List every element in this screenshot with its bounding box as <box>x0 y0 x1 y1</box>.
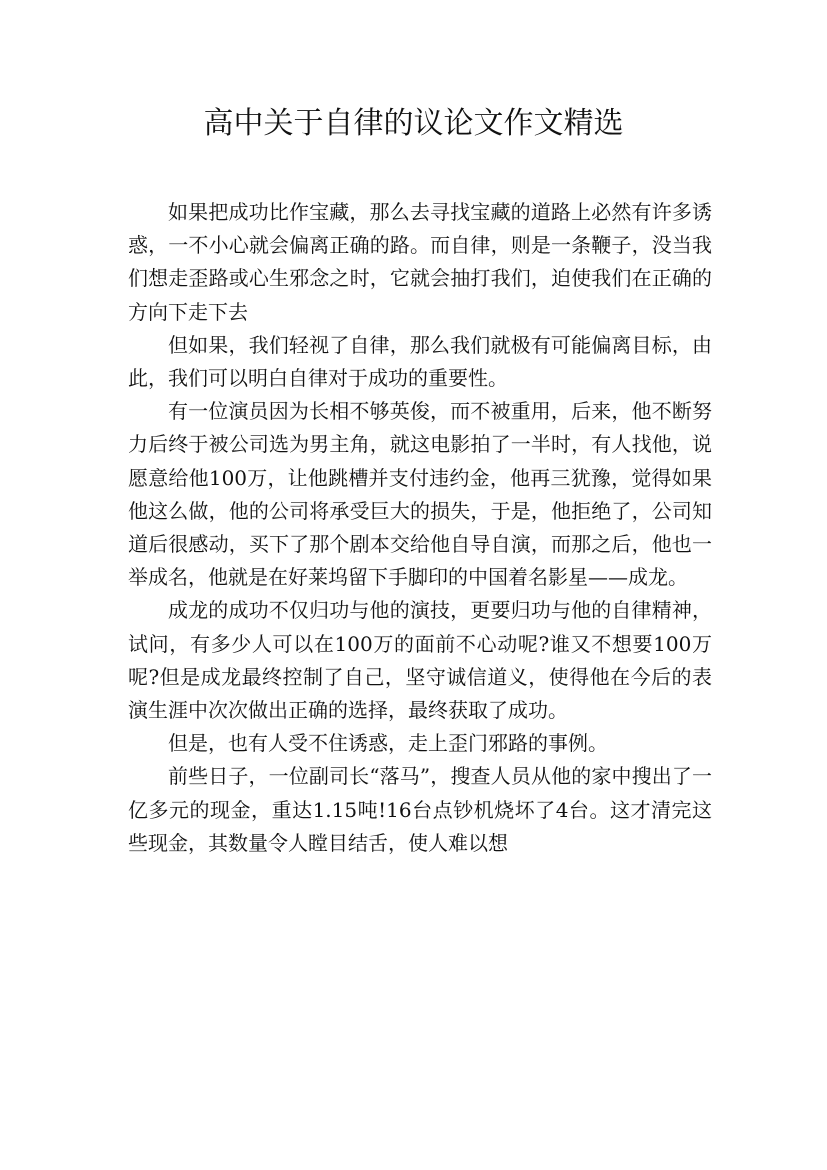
document-title: 高中关于自律的议论文作文精选 <box>203 106 624 141</box>
paragraph-3: 有一位演员因为长相不够英俊，而不被重用，后来，他不断努力后终于被公司选为男主角，就这电影拍了一半时，有人找他，说愿意给他100万，让他跳槽并支付违约金，他再三犹豫，觉得如果他这么做，他的公司将承受巨大的损失，于是，他拒绝了，公司知道后很感动，买下了那个剧本交给他自导自演，而那之后，他也一举成名，他就是在好莱坞留下手脚印的中国着名影星——成龙。 <box>128 399 712 590</box>
paragraph-6: 前些日子，一位副司长“落马”，搜查人员从他的家中搜出了一亿多元的现金，重达1.15吨!16台点钞机烧坏了4台。这才清完这些现金，其数量令人瞠目结舌，使人难以想 <box>128 764 712 855</box>
paragraph-1: 如果把成功比作宝藏，那么去寻找宝藏的道路上必然有许多诱惑，一不小心就会偏离正确的路。而自律，则是一条鞭子，没当我们想走歪路或心生邪念之时，它就会抽打我们，迫使我们在正确的方向下走下去 <box>128 200 712 324</box>
paragraph-4: 成龙的成功不仅归功与他的演技，更要归功与他的自律精神，试问，有多少人可以在100万的面前不心动呢?谁又不想要100万呢?但是成龙最终控制了自己，坚守诚信道义，使得他在今后的表演生涯中次次做出正确的选择，最终获取了成功。 <box>128 598 712 723</box>
paragraph-2: 但如果，我们轻视了自律，那么我们就极有可能偏离目标，由此，我们可以明白自律对于成功的重要性。 <box>128 332 712 391</box>
document-body <box>128 196 712 860</box>
paragraph-5: 但是，也有人受不住诱惑，走上歪门邪路的事例。 <box>168 731 608 756</box>
